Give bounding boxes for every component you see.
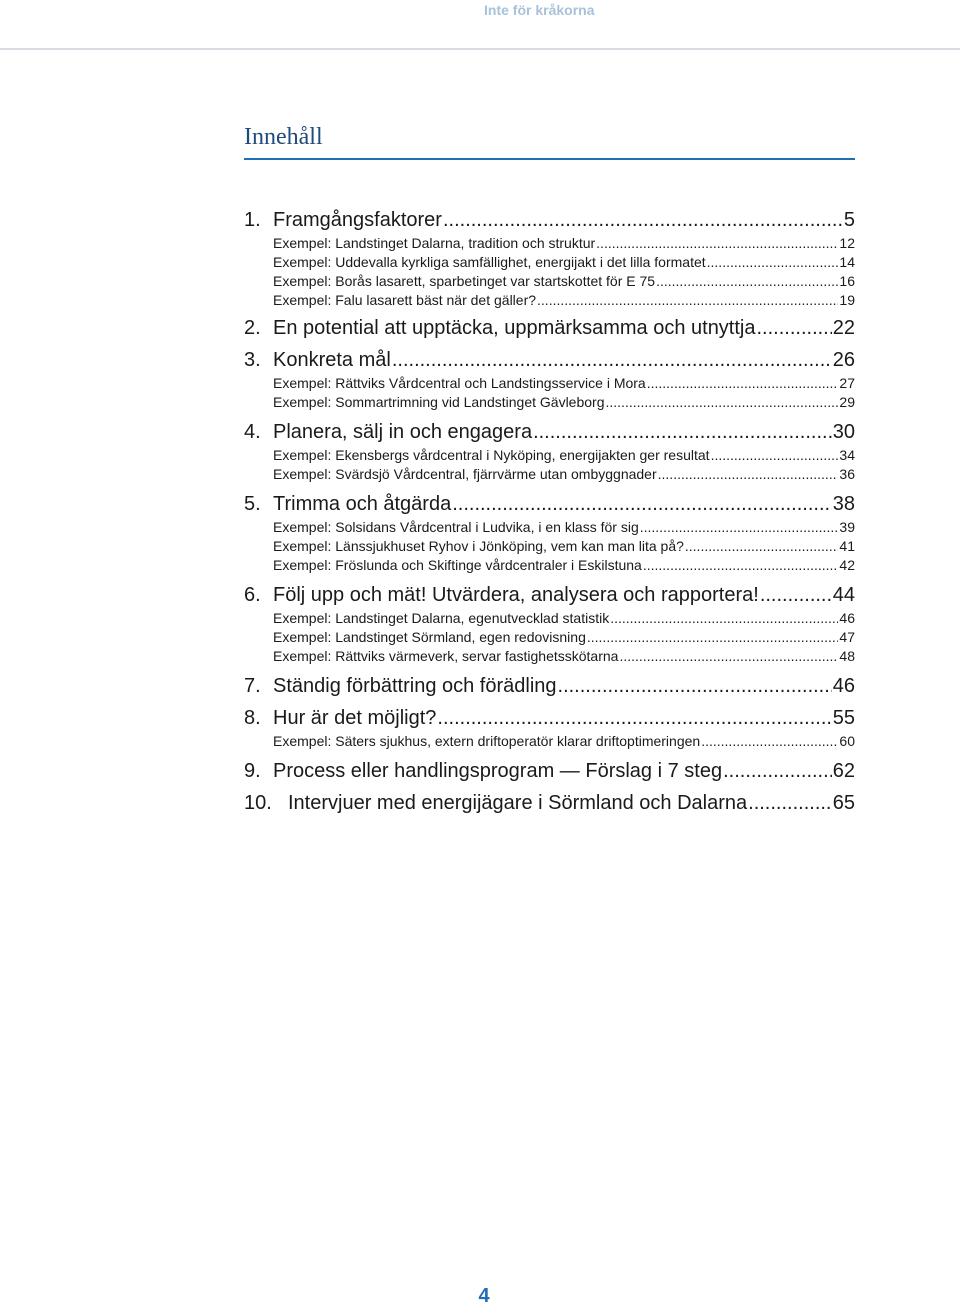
example-title: Exempel: Falu lasarett bäst när det gäller?: [273, 292, 537, 308]
page-number: 4: [478, 1285, 490, 1307]
dot-leader: [647, 374, 839, 393]
chapter-number: 9.: [244, 760, 261, 782]
dot-leader: [437, 704, 831, 732]
example-title: Exempel: Ekensbergs vårdcentral i Nyköping, energijakten ger resultat: [273, 447, 710, 463]
chapter-title: En potential att upptäcka, uppmärksamma och utnyttja: [273, 317, 756, 339]
toc-example-3-1[interactable]: [244, 374, 855, 393]
dot-leader: [711, 446, 839, 465]
chapter-number: 3.: [244, 349, 261, 371]
example-title: Exempel: Borås lasarett, sparbetinget var startskottet för E 75: [273, 273, 656, 289]
page-ref: 19: [839, 292, 855, 308]
page-ref: 22: [832, 317, 855, 339]
dot-leader: [760, 581, 832, 609]
dot-leader: [587, 628, 839, 647]
running-header: Inte för kråkorna: [484, 2, 595, 18]
chapter-number: 4.: [244, 421, 261, 443]
chapter-title: Trimma och åtgärda: [273, 493, 452, 515]
toc-example-3-2[interactable]: [244, 393, 855, 412]
example-title: Exempel: Svärdsjö Vårdcentral, fjärrvärme utan ombyggnader: [273, 466, 657, 482]
toc-chapter-10[interactable]: [244, 789, 855, 817]
toc-example-1-1[interactable]: [244, 234, 855, 253]
page-ref: 42: [839, 557, 855, 573]
dot-leader: [656, 272, 838, 291]
example-title: Exempel: Landstinget Sörmland, egen redovisning: [273, 629, 586, 645]
dot-leader: [392, 346, 832, 374]
dot-leader: [619, 647, 838, 666]
chapter-number: 5.: [244, 493, 261, 515]
dot-leader: [558, 672, 832, 700]
page-ref: 46: [832, 675, 855, 697]
dot-leader: [707, 253, 839, 272]
chapter-title: Ständig förbättring och förädling: [273, 675, 557, 697]
chapter-title: Konkreta mål: [273, 349, 391, 371]
example-title: Exempel: Säters sjukhus, extern driftoperatör klarar driftoptimeringen: [273, 733, 701, 749]
chapter-number: 10.: [244, 792, 272, 814]
example-title: Exempel: Rättviks värmeverk, servar fastighetsskötarna: [273, 648, 619, 664]
dot-leader: [606, 393, 839, 412]
example-title: Exempel: Länssjukhuset Ryhov i Jönköping, vem kan man lita på?: [273, 538, 684, 554]
toc-chapter-3[interactable]: [244, 346, 855, 374]
page-ref: 47: [839, 629, 855, 645]
toc-chapter-2[interactable]: [244, 314, 855, 342]
page-ref: 60: [839, 733, 855, 749]
toc-chapter-8[interactable]: [244, 704, 855, 732]
toc-example-4-1[interactable]: [244, 446, 855, 465]
example-title: Exempel: Solsidans Vårdcentral i Ludvika, i en klass för sig: [273, 519, 639, 535]
toc-example-5-2[interactable]: [244, 537, 855, 556]
chapter-title: Hur är det möjligt?: [273, 707, 437, 729]
page-ref: 46: [839, 610, 855, 626]
page-title: Innehåll: [244, 124, 323, 150]
example-title: Exempel: Uddevalla kyrkliga samfällighet, energijakt i det lilla formatet: [273, 254, 706, 270]
dot-leader: [452, 490, 832, 518]
chapter-title: Intervjuer med energijägare i Sörmland och Dalarna: [288, 792, 748, 814]
page-ref: 36: [839, 466, 855, 482]
header-rule: [0, 48, 960, 50]
page-ref: 12: [839, 235, 855, 251]
chapter-number: 2.: [244, 317, 261, 339]
dot-leader: [443, 206, 843, 234]
page-ref: 14: [839, 254, 855, 270]
dot-leader: [723, 757, 832, 785]
dot-leader: [658, 465, 839, 484]
dot-leader: [596, 234, 838, 253]
page-ref: 39: [839, 519, 855, 535]
toc-example-1-2[interactable]: [244, 253, 855, 272]
chapter-number: 1.: [244, 209, 261, 231]
chapter-title: Följ upp och mät! Utvärdera, analysera och rapportera!: [273, 584, 759, 606]
page-ref: 62: [832, 760, 855, 782]
dot-leader: [640, 518, 839, 537]
page-ref: 41: [839, 538, 855, 554]
example-title: Exempel: Landstinget Dalarna, egenutvecklad statistik: [273, 610, 610, 626]
chapter-number: 6.: [244, 584, 261, 606]
page-ref: 27: [839, 375, 855, 391]
page-ref: 65: [832, 792, 855, 814]
page-ref: 30: [832, 421, 855, 443]
chapter-number: 8.: [244, 707, 261, 729]
chapter-title: Process eller handlingsprogram — Förslag i 7 steg: [273, 760, 723, 782]
toc-example-1-4[interactable]: [244, 291, 855, 310]
example-title: Exempel: Landstinget Dalarna, tradition och struktur: [273, 235, 596, 251]
dot-leader: [643, 556, 839, 575]
toc-chapter-9[interactable]: [244, 757, 855, 785]
toc-chapter-1[interactable]: [244, 206, 855, 234]
chapter-number: 7.: [244, 675, 261, 697]
dot-leader: [610, 609, 838, 628]
page-ref: 5: [843, 209, 855, 231]
toc-chapter-5[interactable]: [244, 490, 855, 518]
toc-example-8-1[interactable]: [244, 732, 855, 751]
toc-example-4-2[interactable]: [244, 465, 855, 484]
toc-chapter-6[interactable]: [244, 581, 855, 609]
page-ref: 29: [839, 394, 855, 410]
example-title: Exempel: Rättviks Vårdcentral och Landstingsservice i Mora: [273, 375, 646, 391]
table-of-contents: [244, 206, 855, 817]
chapter-title: Framgångsfaktorer: [273, 209, 442, 231]
dot-leader: [748, 789, 832, 817]
page-ref: 16: [839, 273, 855, 289]
page-ref: 44: [832, 584, 855, 606]
page-ref: 55: [832, 707, 855, 729]
toc-chapter-7[interactable]: [244, 672, 855, 700]
dot-leader: [537, 291, 838, 310]
example-title: Exempel: Fröslunda och Skiftinge vårdcentraler i Eskilstuna: [273, 557, 642, 573]
toc-example-6-2[interactable]: [244, 628, 855, 647]
toc-chapter-4[interactable]: [244, 418, 855, 446]
chapter-title: Planera, sälj in och engagera: [273, 421, 533, 443]
dot-leader: [757, 314, 832, 342]
toc-example-6-3[interactable]: [244, 647, 855, 666]
dot-leader: [533, 418, 832, 446]
toc-example-5-1[interactable]: [244, 518, 855, 537]
title-rule: [244, 158, 855, 160]
toc-example-5-3[interactable]: [244, 556, 855, 575]
toc-example-1-3[interactable]: [244, 272, 855, 291]
page-ref: 34: [839, 447, 855, 463]
dot-leader: [685, 537, 839, 556]
page-ref: 48: [839, 648, 855, 664]
dot-leader: [701, 732, 838, 751]
toc-example-6-1[interactable]: [244, 609, 855, 628]
page-ref: 26: [832, 349, 855, 371]
example-title: Exempel: Sommartrimning vid Landstinget Gävleborg: [273, 394, 605, 410]
page-ref: 38: [832, 493, 855, 515]
